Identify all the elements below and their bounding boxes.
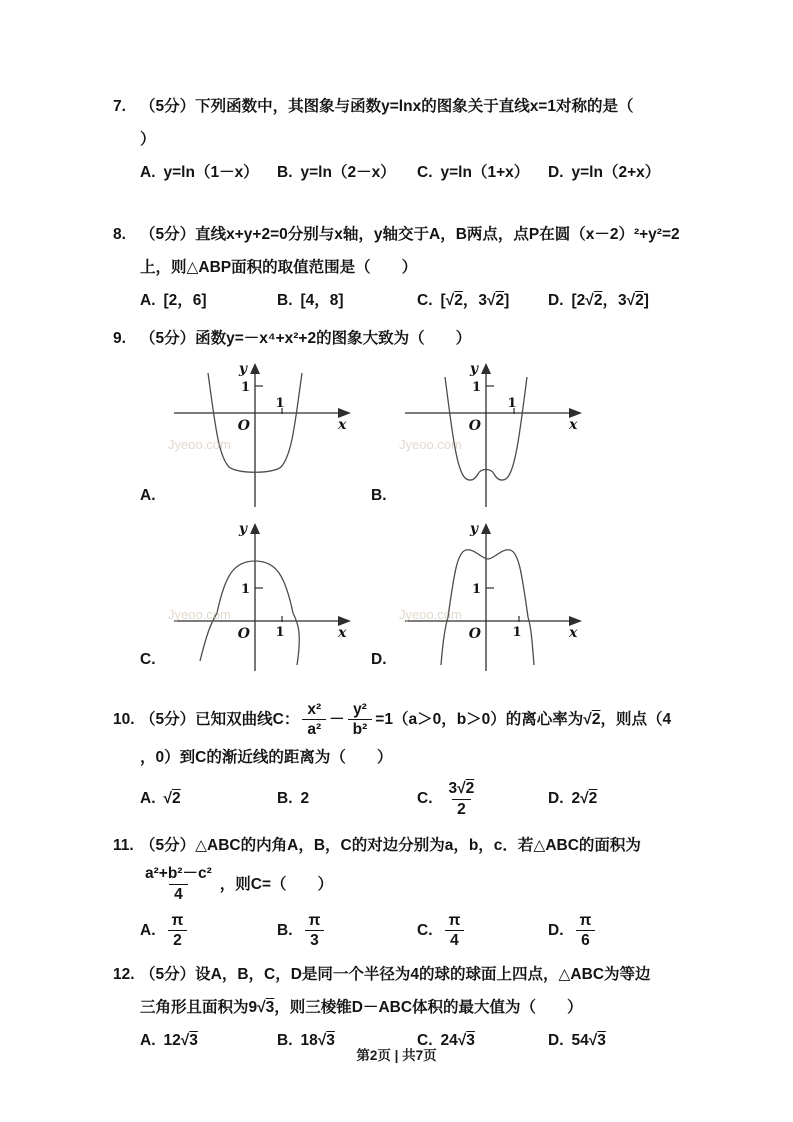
y-axis-arrow: [250, 363, 260, 374]
origin-label: O: [468, 418, 481, 434]
question-10-line1: [113, 697, 743, 743]
fraction: $\frac{\text{a²+b²－c²}}{4}$: [145, 865, 212, 904]
graph-row-top: [140, 361, 743, 509]
option-a: [140, 290, 277, 312]
fraction: $\frac{\text{y²}}{\text{b²}}$: [348, 701, 373, 740]
curve-c: [200, 561, 299, 665]
graph-d-svg: [401, 521, 586, 673]
option-text: y=ln（2－x）: [300, 164, 396, 181]
y-tick-1: 1: [471, 380, 481, 395]
question-text: （5分）直线x+y+2=0分别与x轴，y轴交于A，B两点，点P在圆（x－2）²+y²=2: [140, 226, 680, 243]
y-tick-1: 1: [240, 582, 250, 597]
page-content: [113, 96, 743, 1052]
y-axis-arrow: [250, 523, 260, 534]
question-text: （5分）设A，B，C，D是同一个半径为4的球的球面上四点，△ABC为等边: [140, 966, 651, 984]
question-text: ，则点（4: [600, 711, 672, 728]
option-label: A.: [140, 921, 156, 939]
option-b: [277, 788, 417, 810]
option-b: [277, 162, 417, 184]
option-d: [548, 912, 743, 951]
fraction: $\frac{\text{x²}}{\text{a²}}$: [302, 701, 326, 740]
option-label: A.: [140, 790, 156, 808]
question-8-line1: [113, 224, 743, 245]
y-tick-1: 1: [471, 582, 481, 597]
option-d: [548, 162, 743, 184]
sqrt-expression: 2√2: [571, 790, 598, 808]
x-axis-label: x: [569, 625, 578, 641]
question-text: =1（a＞0，b＞0）的离心率为: [375, 711, 584, 728]
origin-label: O: [237, 626, 250, 642]
fraction: $\frac{\pi}{6}$: [575, 912, 597, 951]
graph-option-c: [140, 521, 355, 673]
question-9-line1: [113, 328, 743, 349]
option-text: y=ln（2+x）: [571, 164, 661, 181]
option-c: [417, 912, 548, 951]
option-text: [4，8]: [300, 292, 344, 309]
question-7: [113, 96, 743, 184]
origin-label: O: [237, 418, 250, 434]
question-8-options: [140, 290, 743, 312]
origin-label: O: [468, 626, 481, 642]
minus-sign: －: [329, 711, 345, 728]
question-7-line2: ）: [140, 131, 156, 148]
sqrt-expression: 18√3: [300, 1032, 335, 1050]
watermark: Jyeoo.com: [399, 607, 462, 622]
sqrt-expression: 3√2: [478, 292, 505, 309]
question-text: （5分）△ABC的内角A，B，C的对边分别为a，b，c．若△ABC的面积为: [140, 836, 641, 854]
option-text: [2，6]: [163, 292, 207, 309]
x-axis-label: x: [338, 625, 347, 641]
question-text: ，则三棱锥D－ABC体积的最大值为（ ）: [274, 999, 583, 1017]
option-label: C.: [417, 164, 433, 181]
watermark: Jyeoo.com: [168, 607, 231, 622]
watermark: Jyeoo.com: [168, 437, 231, 452]
option-a: [140, 912, 277, 951]
question-number: 7.: [113, 98, 126, 115]
option-label: D.: [548, 921, 564, 939]
option-label: C.: [417, 921, 433, 939]
graph-label: D.: [371, 651, 387, 668]
graph-b-svg: [401, 361, 586, 509]
y-tick-1: 1: [240, 380, 250, 395]
question-12-line2: [140, 997, 743, 1018]
question-text: （5分）已知双曲线C：: [140, 711, 300, 728]
question-9-graphs: [140, 361, 743, 673]
option-d: [548, 290, 743, 312]
question-8-line2: 上，则△ABP面积的取值范围是（ ）: [140, 259, 418, 276]
question-11: [113, 835, 743, 951]
option-b: [277, 290, 417, 312]
question-11-line1: [113, 835, 743, 856]
question-number: 12.: [113, 966, 135, 984]
x-axis-label: x: [338, 417, 347, 433]
question-number: 9.: [113, 330, 126, 347]
y-axis-label: y: [238, 521, 247, 537]
option-label: B.: [277, 292, 293, 309]
question-text: （5分）下列函数中，其图象与函数y=lnx的图象关于直线x=1对称的是（: [140, 98, 634, 115]
option-a: [140, 788, 277, 810]
option-b: [277, 912, 417, 951]
fraction: $\frac{\pi}{3}$: [304, 912, 326, 951]
option-label: D.: [548, 1032, 564, 1050]
option-c: [417, 780, 548, 819]
graph-option-a: [140, 361, 355, 509]
option-d: [548, 788, 743, 810]
question-7-line1: [113, 96, 743, 117]
y-axis-label: y: [469, 521, 478, 537]
sqrt-expression: 3√2: [617, 292, 644, 309]
question-number: 10.: [113, 711, 135, 728]
question-text: （5分）函数y=－x⁴+x²+2的图象大致为（ ）: [140, 330, 472, 347]
option-text: [√2，3√2]: [440, 292, 510, 309]
fraction: $\frac{\pi}{2}$: [167, 912, 189, 951]
curve-d: [441, 550, 534, 665]
option-label: A.: [140, 292, 156, 309]
x-axis-label: x: [569, 417, 578, 433]
option-label: C.: [417, 1032, 433, 1050]
question-text: 三角形且面积为: [140, 999, 249, 1017]
option-label: A.: [140, 164, 156, 181]
question-text: ，则C=（ ）: [219, 875, 333, 893]
question-12-line1: [113, 964, 743, 985]
option-text: [2√2，3√2]: [571, 292, 649, 309]
x-tick-1: 1: [275, 625, 285, 640]
graph-option-d: [371, 521, 586, 673]
option-label: B.: [277, 1032, 293, 1050]
question-9: [113, 328, 743, 673]
question-12: [113, 964, 743, 1052]
option-label: B.: [277, 164, 293, 181]
graph-label: B.: [371, 487, 387, 504]
sqrt-expression: √2: [445, 292, 463, 309]
graph-label: C.: [140, 651, 156, 668]
option-text: y=ln（1－x）: [163, 164, 259, 181]
sqrt-expression: 12√3: [163, 1032, 198, 1050]
option-label: C.: [417, 790, 433, 808]
question-number: 11.: [113, 836, 134, 854]
sqrt-expression: 9√3: [248, 999, 275, 1017]
option-label: B.: [277, 790, 293, 808]
page-footer: 第2页 | 共7页: [356, 1048, 437, 1063]
x-tick-1: 1: [275, 396, 285, 411]
option-c: [417, 290, 548, 312]
graph-row-bottom: [140, 521, 743, 673]
option-text: y=ln（1+x）: [440, 164, 530, 181]
sqrt-expression: √2: [583, 711, 601, 728]
sqrt-expression: 2√2: [576, 292, 603, 309]
question-11-options: [140, 912, 743, 951]
y-axis-label: y: [469, 361, 478, 377]
y-axis-arrow: [481, 523, 491, 534]
x-tick-1: 1: [507, 396, 517, 411]
option-label: A.: [140, 1032, 156, 1050]
graph-option-b: [371, 361, 586, 509]
question-10-options: [140, 780, 743, 819]
question-7-options: [140, 162, 743, 184]
y-axis-label: y: [238, 361, 247, 377]
fraction: $\frac{3√2}{2}$: [448, 780, 475, 818]
sqrt-expression: 24√3: [440, 1032, 475, 1050]
x-tick-1: 1: [512, 625, 522, 640]
question-8: [113, 224, 743, 312]
option-label: B.: [277, 921, 293, 939]
option-a: [140, 162, 277, 184]
option-label: D.: [548, 292, 564, 309]
question-number: 8.: [113, 226, 126, 243]
graph-label: A.: [140, 487, 156, 504]
watermark: Jyeoo.com: [399, 437, 462, 452]
option-label: D.: [548, 164, 564, 181]
graph-c-svg: [170, 521, 355, 673]
graph-a-svg: [170, 361, 355, 509]
sqrt-expression: √2: [163, 790, 181, 808]
question-10: [113, 697, 743, 819]
option-c: [417, 162, 548, 184]
y-axis-arrow: [481, 363, 491, 374]
option-text: 2: [300, 790, 310, 808]
option-label: C.: [417, 292, 433, 309]
question-11-line2: [140, 862, 743, 908]
question-10-line2: ，0）到C的渐近线的距离为（ ）: [140, 749, 393, 766]
sqrt-expression: 54√3: [571, 1032, 606, 1050]
fraction: $\frac{\pi}{4}$: [444, 912, 466, 951]
option-label: D.: [548, 790, 564, 808]
